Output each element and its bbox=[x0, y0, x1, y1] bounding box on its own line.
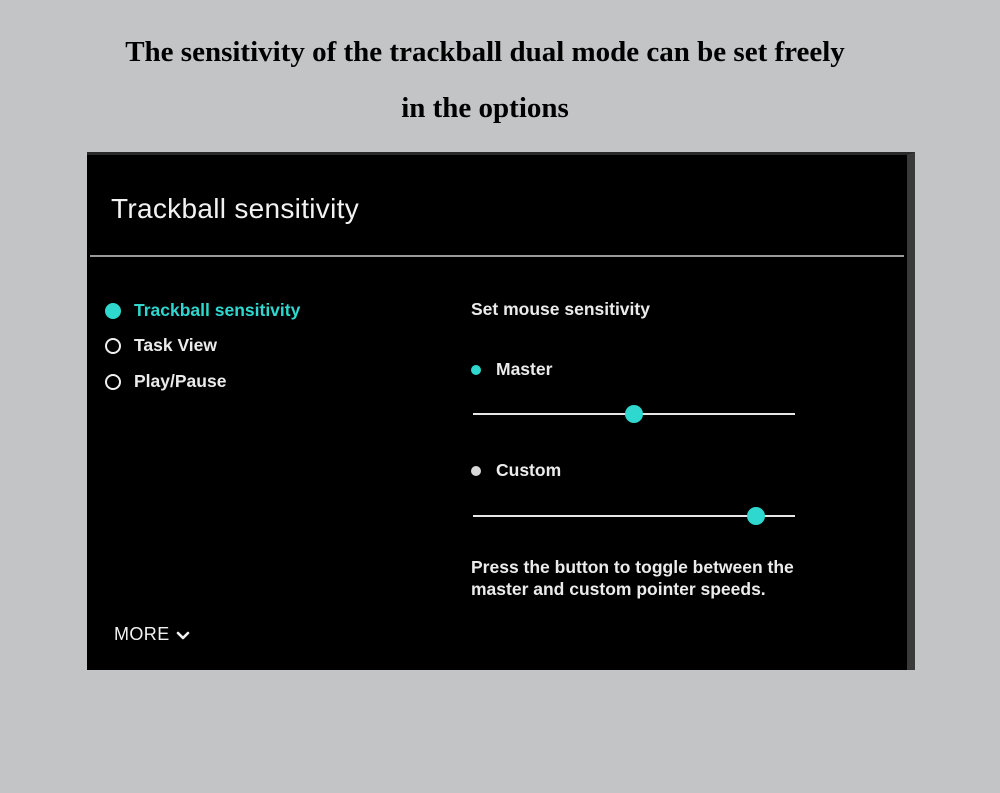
slider-thumb[interactable] bbox=[747, 507, 765, 525]
more-button[interactable] bbox=[114, 624, 190, 645]
slider-thumb[interactable] bbox=[625, 405, 643, 423]
panel-title: Trackball sensitivity bbox=[111, 193, 359, 224]
active-dot-icon bbox=[105, 303, 121, 319]
radio-selected-icon bbox=[471, 365, 481, 375]
custom-label: Custom bbox=[496, 460, 562, 480]
settings-panel bbox=[87, 152, 915, 670]
toggle-help-text bbox=[471, 556, 851, 600]
chevron-down-icon bbox=[176, 631, 190, 641]
circle-outline-icon bbox=[105, 374, 121, 390]
help-text-line: master and custom pointer speeds. bbox=[471, 579, 766, 599]
circle-outline-icon bbox=[105, 338, 121, 354]
master-sensitivity-slider[interactable] bbox=[473, 404, 795, 424]
caption-line-1: The sensitivity of the trackball dual mode can be set freely bbox=[125, 36, 845, 68]
master-label: Master bbox=[496, 359, 553, 379]
nav-item-label: Trackball sensitivity bbox=[134, 300, 301, 320]
sensitivity-heading: Set mouse sensitivity bbox=[471, 299, 650, 319]
custom-sensitivity-slider[interactable] bbox=[473, 506, 795, 526]
nav-item-play-pause[interactable] bbox=[105, 371, 226, 392]
help-text-line: Press the button to toggle between the bbox=[471, 557, 794, 577]
title-divider bbox=[90, 255, 904, 257]
nav-item-task-view[interactable] bbox=[105, 335, 217, 356]
more-label: MORE bbox=[114, 624, 170, 644]
radio-unselected-icon bbox=[471, 466, 481, 476]
nav-item-label: Play/Pause bbox=[134, 371, 227, 391]
master-radio[interactable] bbox=[471, 359, 552, 380]
custom-radio[interactable] bbox=[471, 460, 561, 481]
caption-line-2: in the options bbox=[401, 92, 569, 124]
nav-item-label: Task View bbox=[134, 335, 218, 355]
nav-item-trackball-sensitivity[interactable] bbox=[105, 300, 300, 321]
